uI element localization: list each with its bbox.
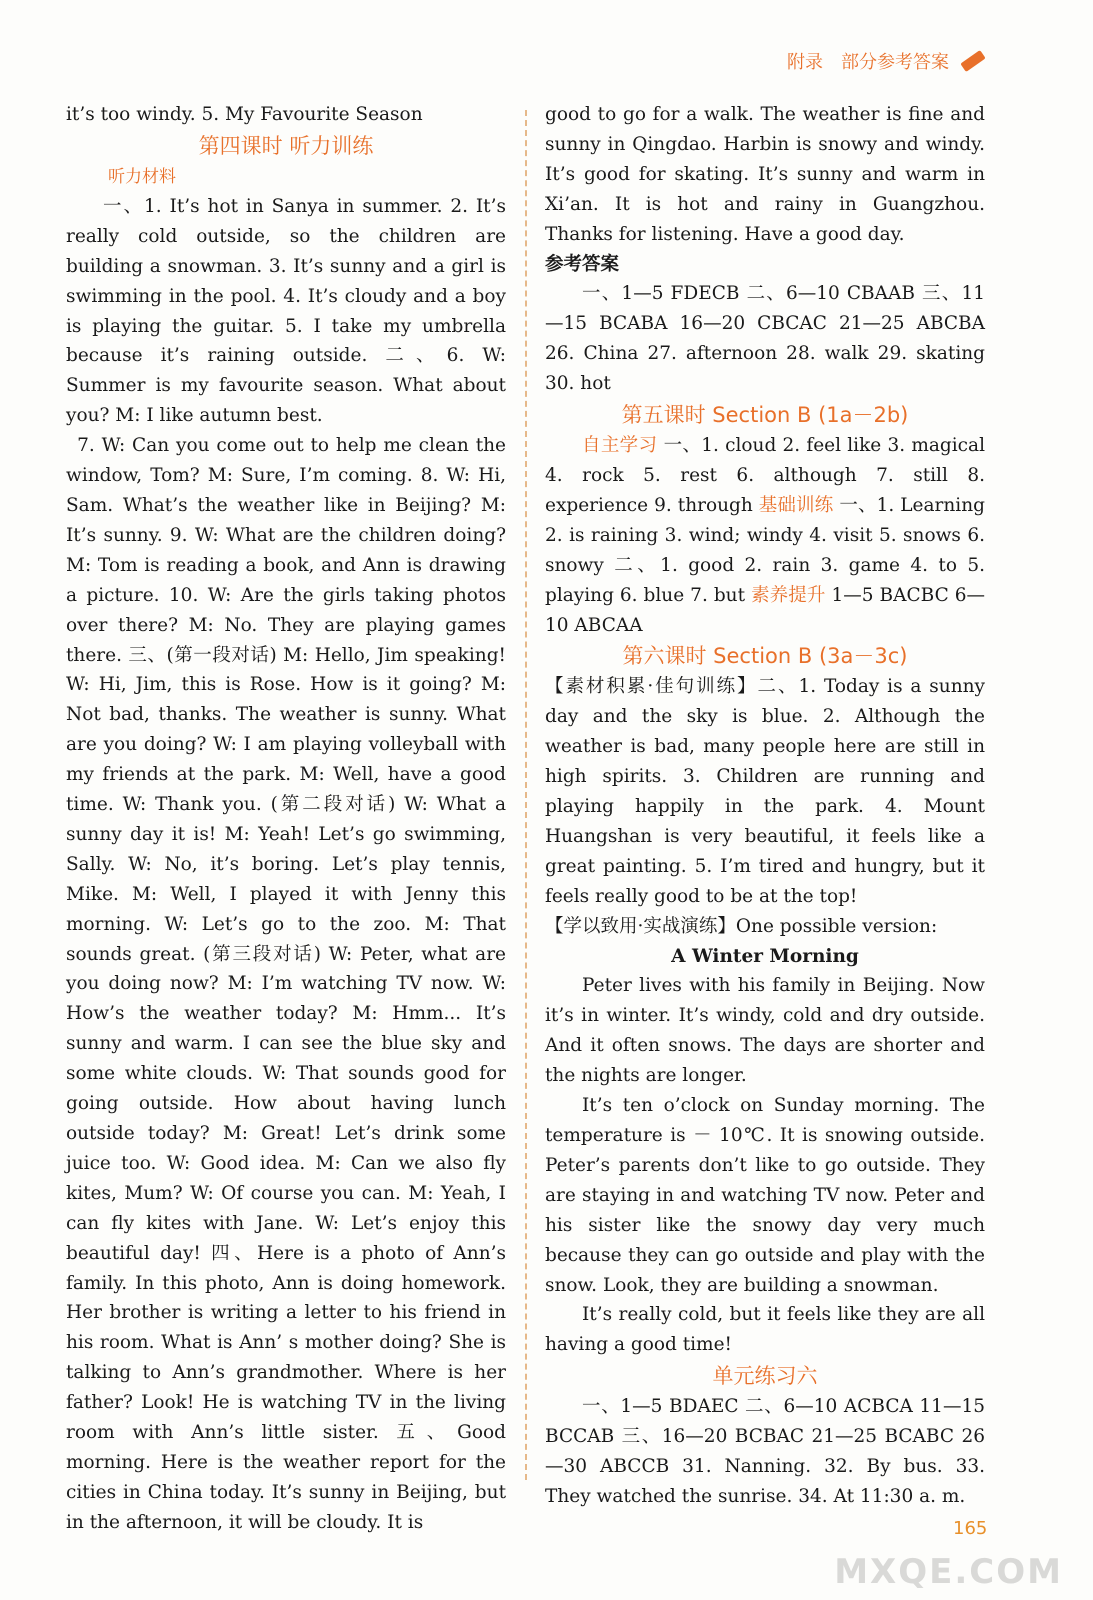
answers: 1—5 BACBC 6—10 ABCAA	[545, 584, 985, 636]
section-title: 第四课时 听力训练	[198, 133, 374, 158]
answers-heading: 参考答案	[545, 253, 620, 275]
paragraph: 【学以致用·实战演练】One possible version:	[545, 915, 938, 937]
answers: 一、1—5 BDAEC 二、6—10 ACBCA 11—15 BCCAB 三、16—20 BCBAC 21—25 BCABC 26—30 ABCCB 31. Nanning. 32. By bus. 33. They watched the sunrise. 34. At 11:30 a. m.	[545, 1396, 985, 1507]
section-title: 单元练习六	[712, 1364, 818, 1389]
essay-paragraph: It’s really cold, but it feels like they are all having a good time!	[545, 1304, 985, 1356]
appendix-label: 附录	[787, 52, 823, 73]
page-number: 165	[953, 1518, 988, 1539]
answers: 一、1. Learning 2. is raining 3. wind; windy 4. visit 5. snows 6. snowy 二、1. good 2. rain 3. game 4. to 5. playing 6. blue 7. but	[545, 494, 985, 606]
answers: 一、1. cloud 2. feel like 3. magical 4. rock 5. rest 6. although 7. still 8. experience 9. through	[545, 435, 985, 516]
essay-paragraph: Peter lives with his family in Beijing. Now it’s in winter. It’s windy, cold and dry outside. And it often snows. The days are shorter and the nights are longer.	[545, 975, 985, 1087]
paragraph: 【素材积累·佳句训练】二、1. Today is a sunny day and the sky is blue. 2. Although the weather is bad, many people here are still in high spirits. 3. Children are running and playing happily in the park. 4. Mount Huangshan is very beautiful, it feels like a great painting. 5. I’m tired and hungry, but it feels really good to be at the top!	[545, 676, 985, 907]
subsection-title: 听力材料	[108, 166, 176, 187]
subsection-label: 素养提升	[751, 584, 826, 606]
right-column	[545, 100, 985, 1512]
page-header	[787, 48, 985, 74]
subsection-label: 自主学习	[582, 435, 658, 457]
answers-label: 部分参考答案	[841, 52, 949, 73]
essay-title: A Winter Morning	[671, 945, 859, 967]
left-column	[66, 100, 506, 1538]
paragraph: 7. W: Can you come out to help me clean the window, Tom? M: Sure, I’m coming. 8. W: Hi, Sam. What’s the weather like in Beijing? M: It’s sunny. 9. W: What are the children doing? M: Tom is reading a book, and Ann is drawing a picture. 10. W: Are the girls taking photos over there? M: No. They are playing games there. 三、(第一段对话) M: Hello, Jim speaking! W: Hi, Jim, this is Rose. How is it going? M: Not bad, thanks. The weather is sunny. What are you doing? W: I am playing volleyball with my friends at the park. M: Well, have a good time. W: Thank you. (第二段对话) W: What a sunny day it is! M: Yeah! Let’s go swimming, Sally. W: No, it’s boring. Let’s play tennis, Mike. M: Well, I played it with Jenny this morning. W: Let’s go to the zoo. M: That sounds great. (第三段对话) W: Peter, what are you doing now? M: I’m watching TV now. W: How’s the weather today? M: Hmm... It’s sunny and warm. I can see the blue sky and some white clouds. W: That sounds good for going outside. How about having lunch outside today? M: Great! Let’s drink some juice too. W: Good idea. M: Can we also fly kites, Mum? W: Of course you can. M: Yeah, I can fly kites with Jane. W: Let’s enjoy this beautiful day! 四、Here is a photo of Ann’s family. In this photo, Ann is doing homework. Her brother is writing a letter to his friend in his room. What is Ann’ s mother doing? She is talking to Ann’s grandmother. Where is her father? Look! He is watching TV in the living room with Ann’s little sister. 五、Good morning. Here is the weather report for the cities in China today. It’s sunny in Beijing, but in the afternoon, it will be cloudy. It is	[66, 435, 506, 1533]
pen-icon	[960, 50, 985, 72]
essay-paragraph: It’s ten o’clock on Sunday morning. The temperature is － 10℃. It is snowing outside. Peter’s parents don’t like to go outside. They are staying in and watching TV now. Peter and his sister like the snowy day very much because they can go outside and play with the snow. Look, they are building a snowman.	[545, 1095, 985, 1296]
section-title: 第六课时 Section B (3a－3c)	[622, 644, 908, 669]
column-divider	[525, 110, 527, 1480]
watermark-logo: MXQE.COM	[834, 1552, 1063, 1592]
paragraph: good to go for a walk. The weather is fine and sunny in Qingdao. Harbin is snowy and windy. It’s good for skating. It’s sunny and warm in Xi’an. It is hot and rainy in Guangzhou. Thanks for listening. Have a good day.	[545, 104, 985, 245]
section-title: 第五课时 Section B (1a－2b)	[621, 403, 909, 428]
paragraph: 一、1. It’s hot in Sanya in summer. 2. It’s really cold outside, so the children are building a snowman. 3. It’s sunny and a girl is swimming in the pool. 4. It’s cloudy and a boy is playing the guitar. 5. I take my umbrella because it’s raining outside. 二、6. W: Summer is my favourite season. What about you? M: I like autumn best.	[66, 195, 506, 427]
paragraph: it’s too windy. 5. My Favourite Season	[66, 104, 423, 125]
subsection-label: 基础训练	[758, 494, 834, 516]
answers: 一、1—5 FDECB 二、6—10 CBAAB 三、11—15 BCABA 16—20 CBCAC 21—25 ABCBA 26. China 27. afternoon 28. walk 29. skating 30. hot	[545, 283, 985, 395]
